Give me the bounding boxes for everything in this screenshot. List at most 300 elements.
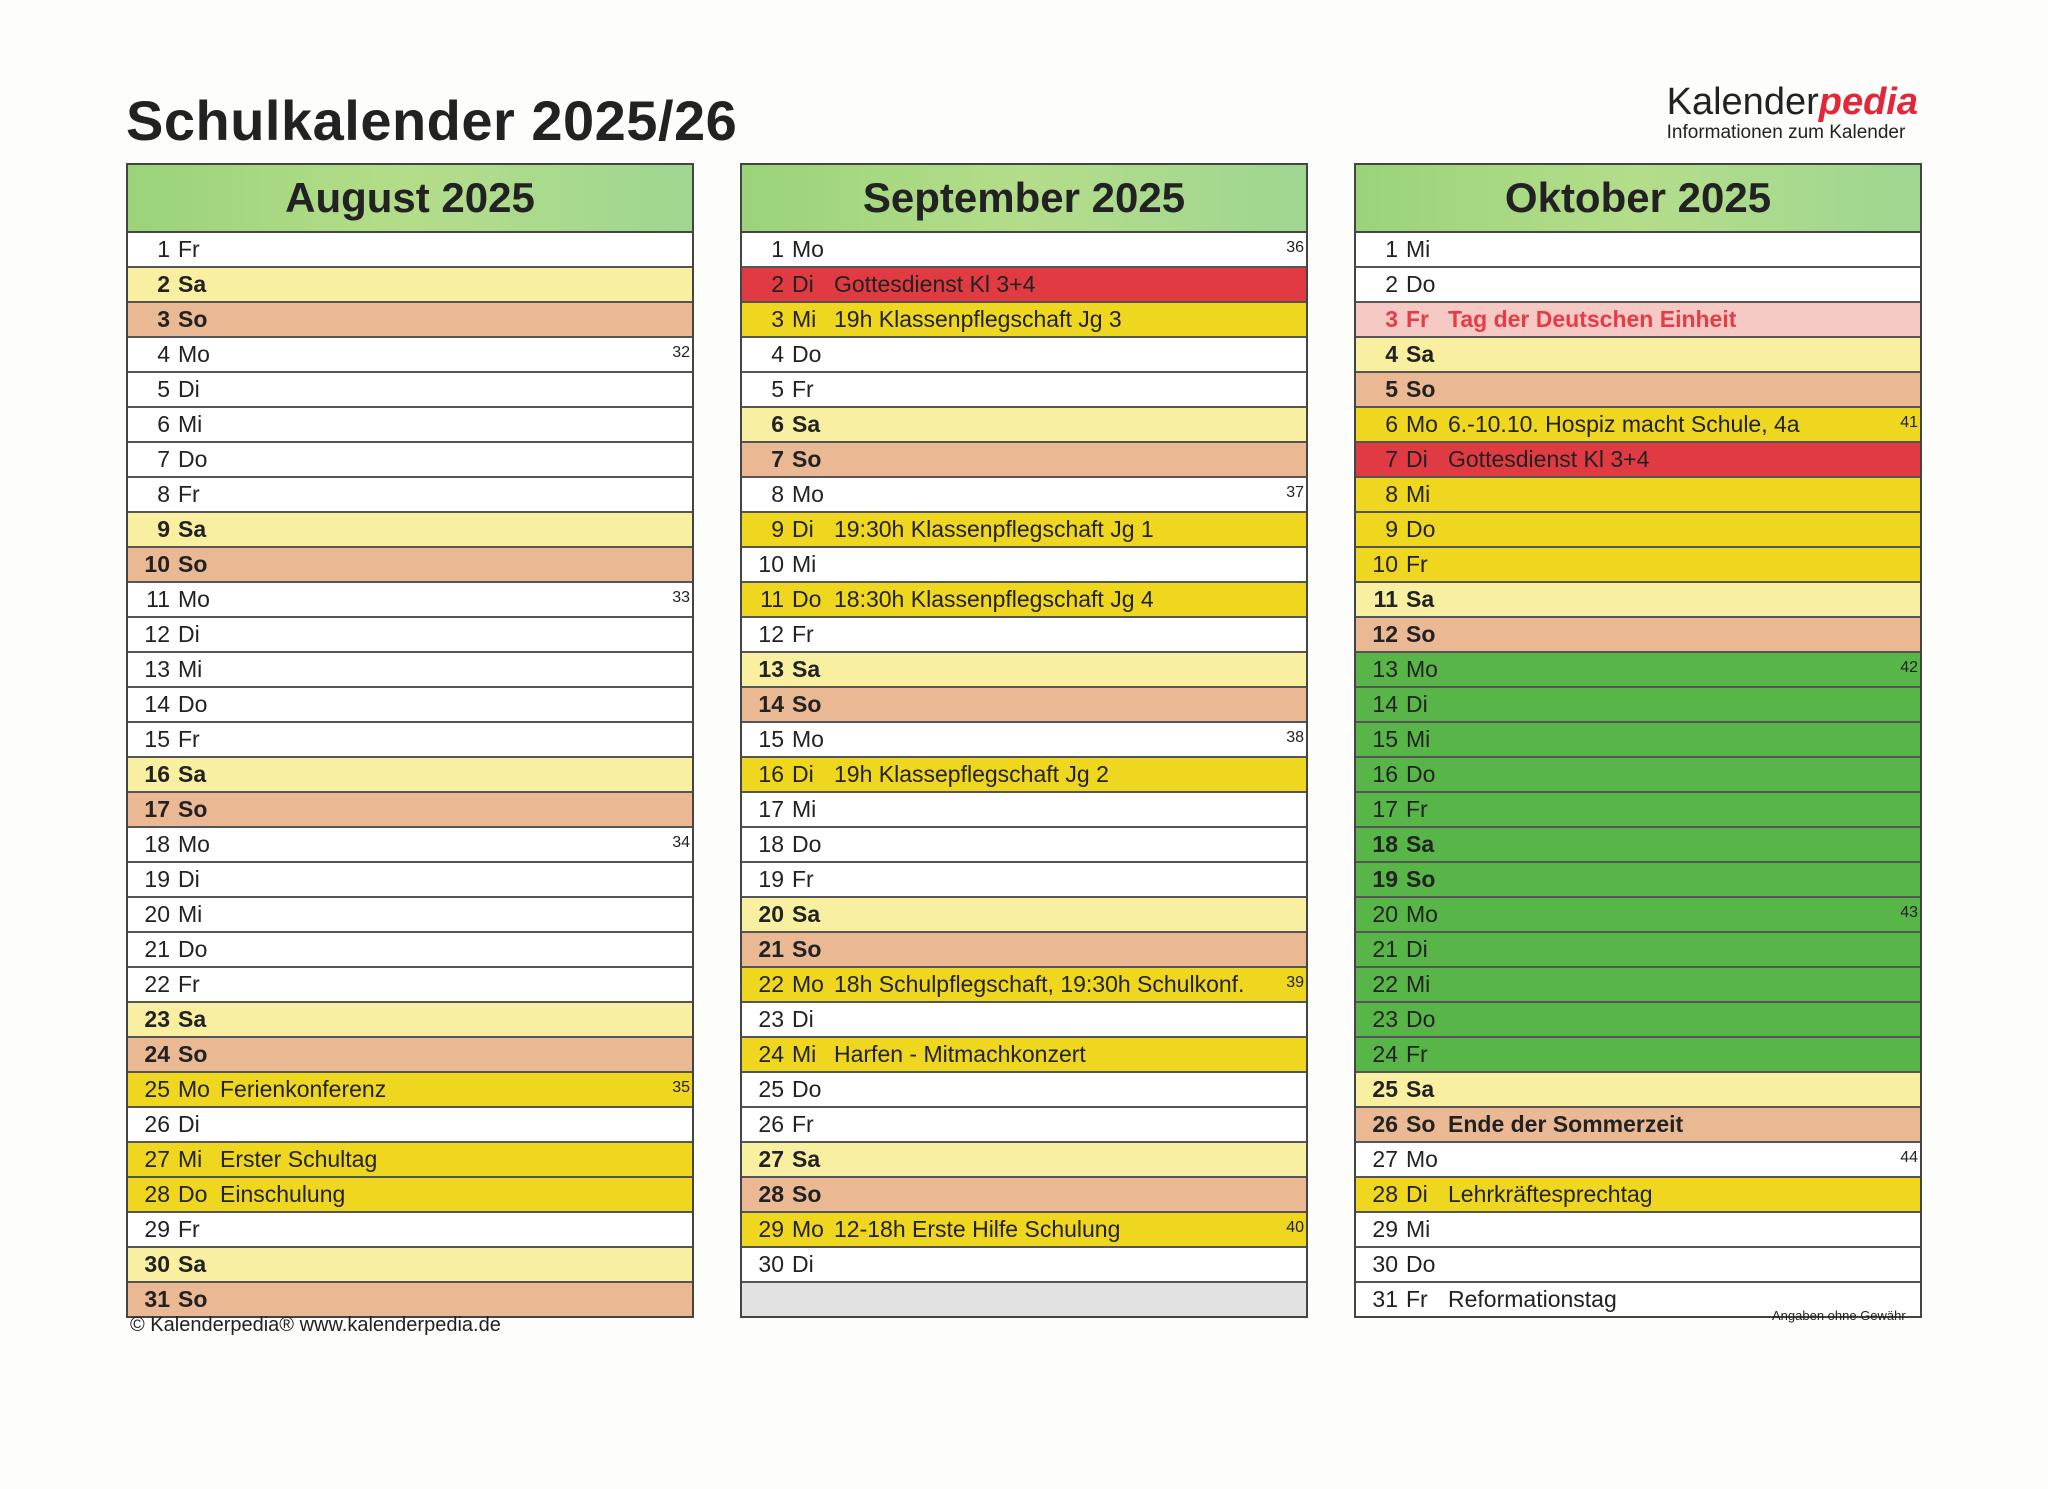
brand-name-accent: pedia <box>1818 81 1918 123</box>
day-weekday: Di <box>792 516 814 542</box>
day-event: Lehrkräftesprechtag <box>1448 1181 1653 1207</box>
day-number: 5 <box>1385 376 1398 402</box>
day-weekday: Di <box>1406 1181 1428 1207</box>
day-weekday: Sa <box>178 761 207 787</box>
day-weekday: Sa <box>178 516 207 542</box>
day-number: 29 <box>144 1216 170 1242</box>
day-weekday: Mi <box>178 901 203 927</box>
day-number: 27 <box>1372 1146 1398 1172</box>
day-number: 30 <box>144 1251 170 1277</box>
day-weekday: Do <box>1406 1251 1436 1277</box>
day-weekday: Do <box>1406 516 1436 542</box>
day-number: 12 <box>1372 621 1398 647</box>
day-row <box>128 758 692 793</box>
day-number: 14 <box>758 691 784 717</box>
day-row <box>1356 233 1920 268</box>
day-weekday: Mi <box>178 656 203 682</box>
day-event: Ferienkonferenz <box>220 1076 387 1102</box>
day-row <box>1356 1143 1920 1178</box>
day-weekday: Mo <box>1406 411 1438 437</box>
day-number: 8 <box>157 481 170 507</box>
day-row <box>128 1038 692 1073</box>
day-number: 11 <box>1373 586 1398 612</box>
day-row <box>1356 1248 1920 1283</box>
day-weekday: Do <box>178 1181 208 1207</box>
day-number: 26 <box>1372 1111 1398 1137</box>
day-row <box>742 688 1306 723</box>
day-row <box>742 653 1306 688</box>
day-row <box>128 268 692 303</box>
day-number: 14 <box>144 691 170 717</box>
day-row <box>128 863 692 898</box>
day-row <box>742 1178 1306 1213</box>
day-weekday: Di <box>1406 691 1428 717</box>
day-weekday: Do <box>792 1076 822 1102</box>
day-number: 19 <box>1372 866 1398 892</box>
day-weekday: So <box>178 796 208 822</box>
day-weekday: Mi <box>1406 1216 1431 1242</box>
day-weekday: So <box>792 1181 822 1207</box>
day-row <box>128 1213 692 1248</box>
day-number: 24 <box>758 1041 784 1067</box>
day-number: 13 <box>144 656 170 682</box>
day-weekday: Fr <box>1406 551 1428 577</box>
day-weekday: Fr <box>178 481 200 507</box>
day-weekday: Di <box>792 1006 814 1032</box>
day-number: 30 <box>758 1251 784 1277</box>
day-row <box>742 408 1306 443</box>
day-row <box>1356 1108 1920 1143</box>
week-number: 34 <box>672 834 690 851</box>
day-weekday: Fr <box>178 236 200 262</box>
day-weekday: Do <box>792 586 822 612</box>
day-number: 25 <box>1372 1076 1398 1102</box>
day-row <box>1356 723 1920 758</box>
day-weekday: So <box>178 306 208 332</box>
day-event: Einschulung <box>220 1181 346 1207</box>
day-weekday: Di <box>178 866 200 892</box>
day-number: 18 <box>144 831 170 857</box>
day-weekday: Mo <box>792 971 824 997</box>
day-weekday: Sa <box>1406 341 1435 367</box>
day-weekday: Mo <box>1406 901 1438 927</box>
day-row <box>1356 1038 1920 1073</box>
day-number: 8 <box>1385 481 1398 507</box>
day-number: 28 <box>1372 1181 1398 1207</box>
day-number: 9 <box>771 516 784 542</box>
day-event: 18h Schulpflegschaft, 19:30h Schulkonf. <box>834 971 1245 997</box>
day-row <box>742 478 1306 513</box>
day-weekday: Mi <box>1406 726 1431 752</box>
day-row <box>1356 933 1920 968</box>
day-weekday: Mo <box>178 586 210 612</box>
month-oktober <box>1354 163 1922 1318</box>
day-row <box>128 653 692 688</box>
day-row <box>128 1248 692 1283</box>
day-weekday: Sa <box>178 1006 207 1032</box>
day-weekday: Sa <box>178 271 207 297</box>
day-row <box>128 898 692 933</box>
day-number: 27 <box>144 1146 170 1172</box>
week-number: 35 <box>672 1079 690 1096</box>
day-row <box>1356 373 1920 408</box>
day-number: 21 <box>758 936 784 962</box>
day-weekday: Sa <box>792 1146 821 1172</box>
day-weekday: So <box>1406 376 1436 402</box>
day-number: 2 <box>771 271 784 297</box>
day-weekday: So <box>178 1041 208 1067</box>
day-weekday: Do <box>178 936 208 962</box>
day-number: 15 <box>758 726 784 752</box>
day-event: Erster Schultag <box>220 1146 378 1172</box>
day-weekday: Fr <box>178 1216 200 1242</box>
day-weekday: Di <box>178 621 200 647</box>
day-row <box>742 443 1306 478</box>
day-event: 18:30h Klassenpflegschaft Jg 4 <box>834 586 1154 612</box>
day-weekday: Fr <box>1406 796 1428 822</box>
day-row <box>1356 408 1920 443</box>
day-row <box>128 548 692 583</box>
day-weekday: Mi <box>1406 971 1431 997</box>
day-row <box>742 863 1306 898</box>
day-number: 3 <box>1385 306 1398 332</box>
day-event: Ende der Sommerzeit <box>1448 1111 1684 1137</box>
day-row <box>128 1178 692 1213</box>
day-number: 7 <box>157 446 170 472</box>
day-row <box>128 408 692 443</box>
day-weekday: Di <box>792 271 814 297</box>
day-row <box>1356 898 1920 933</box>
day-number: 22 <box>144 971 170 997</box>
day-weekday: Do <box>792 831 822 857</box>
day-row <box>742 1038 1306 1073</box>
day-row <box>742 1248 1306 1283</box>
day-row <box>742 1003 1306 1038</box>
day-weekday: So <box>1406 866 1436 892</box>
day-row <box>1356 513 1920 548</box>
week-number: 33 <box>672 589 690 606</box>
day-event: Gottesdienst Kl 3+4 <box>834 271 1036 297</box>
day-event: Harfen - Mitmachkonzert <box>834 1041 1086 1067</box>
day-weekday: Fr <box>792 621 814 647</box>
day-row <box>128 1143 692 1178</box>
week-number: 43 <box>1900 904 1918 921</box>
day-number: 18 <box>1372 831 1398 857</box>
day-weekday: Do <box>178 446 208 472</box>
day-row <box>742 373 1306 408</box>
day-number: 6 <box>1385 411 1398 437</box>
week-number: 38 <box>1286 729 1304 746</box>
day-row <box>742 1108 1306 1143</box>
day-number: 4 <box>771 341 784 367</box>
week-number: 41 <box>1900 414 1918 431</box>
day-number: 16 <box>758 761 784 787</box>
day-weekday: Mi <box>178 1146 203 1172</box>
day-event: 12-18h Erste Hilfe Schulung <box>834 1216 1121 1242</box>
week-number: 42 <box>1900 659 1918 676</box>
day-row <box>1356 1178 1920 1213</box>
day-row <box>128 583 692 618</box>
day-weekday: Sa <box>178 1251 207 1277</box>
day-number: 17 <box>144 796 170 822</box>
day-number: 1 <box>771 236 784 262</box>
day-row <box>1356 758 1920 793</box>
day-number: 26 <box>144 1111 170 1137</box>
day-number: 31 <box>144 1286 170 1312</box>
day-number: 1 <box>1385 236 1398 262</box>
day-number: 24 <box>1372 1041 1398 1067</box>
day-number: 15 <box>1372 726 1398 752</box>
day-event: 6.-10.10. Hospiz macht Schule, 4a <box>1448 411 1800 437</box>
day-number: 16 <box>1372 761 1398 787</box>
day-number: 13 <box>1372 656 1398 682</box>
day-number: 17 <box>1372 796 1398 822</box>
day-row <box>128 1108 692 1143</box>
day-weekday: Sa <box>792 901 821 927</box>
day-row <box>1356 828 1920 863</box>
day-number: 28 <box>144 1181 170 1207</box>
day-weekday: Fr <box>178 726 200 752</box>
day-number: 19 <box>758 866 784 892</box>
day-number: 10 <box>144 551 170 577</box>
day-number: 14 <box>1372 691 1398 717</box>
day-row <box>1356 1003 1920 1038</box>
day-number: 7 <box>1385 446 1398 472</box>
day-number: 21 <box>1372 936 1398 962</box>
day-row <box>128 303 692 338</box>
day-number: 18 <box>758 831 784 857</box>
day-number: 4 <box>157 341 170 367</box>
day-row <box>1356 1073 1920 1108</box>
day-number: 27 <box>758 1146 784 1172</box>
day-event: 19:30h Klassenpflegschaft Jg 1 <box>834 516 1154 542</box>
day-number: 7 <box>771 446 784 472</box>
day-number: 6 <box>157 411 170 437</box>
day-event: Reformationstag <box>1448 1286 1617 1312</box>
day-weekday: Mo <box>1406 656 1438 682</box>
day-row <box>742 1073 1306 1108</box>
day-row <box>1356 548 1920 583</box>
day-weekday: Sa <box>1406 1076 1435 1102</box>
day-number: 12 <box>144 621 170 647</box>
day-weekday: Mi <box>1406 481 1431 507</box>
day-weekday: Di <box>792 761 814 787</box>
day-number: 31 <box>1372 1286 1398 1312</box>
day-weekday: Mi <box>178 411 203 437</box>
day-row <box>742 723 1306 758</box>
day-weekday: Fr <box>1406 1041 1428 1067</box>
day-row <box>128 828 692 863</box>
day-row <box>128 1283 692 1316</box>
day-number: 5 <box>157 376 170 402</box>
brand-name <box>1667 82 1918 122</box>
day-number: 19 <box>144 866 170 892</box>
day-number: 20 <box>144 901 170 927</box>
day-weekday: Di <box>792 1251 814 1277</box>
page-title: Schulkalender 2025/26 <box>126 89 738 152</box>
month-header: September 2025 <box>742 165 1306 233</box>
day-row <box>1356 968 1920 1003</box>
day-number: 11 <box>760 586 784 612</box>
day-number: 26 <box>758 1111 784 1137</box>
day-weekday: So <box>1406 1111 1436 1137</box>
day-weekday: Mi <box>792 796 817 822</box>
day-row <box>742 338 1306 373</box>
day-number: 5 <box>771 376 784 402</box>
day-number: 21 <box>144 936 170 962</box>
week-number: 37 <box>1286 484 1304 501</box>
day-row <box>742 303 1306 338</box>
day-row <box>128 513 692 548</box>
day-weekday: Do <box>1406 1006 1436 1032</box>
day-number: 9 <box>1385 516 1398 542</box>
day-event: Gottesdienst Kl 3+4 <box>1448 446 1650 472</box>
day-weekday: Mo <box>178 341 210 367</box>
day-number: 13 <box>758 656 784 682</box>
day-row <box>1356 863 1920 898</box>
day-weekday: Do <box>792 341 822 367</box>
day-row <box>128 618 692 653</box>
day-row <box>742 758 1306 793</box>
day-event: 19h Klassenpflegschaft Jg 3 <box>834 306 1122 332</box>
day-row <box>128 373 692 408</box>
month-september <box>740 163 1308 1318</box>
day-list <box>1356 233 1920 1316</box>
day-weekday: So <box>178 1286 208 1312</box>
day-number: 24 <box>144 1041 170 1067</box>
week-number: 39 <box>1286 974 1304 991</box>
day-number: 20 <box>1372 901 1398 927</box>
day-row <box>742 513 1306 548</box>
day-number: 23 <box>758 1006 784 1032</box>
day-weekday: Mo <box>792 726 824 752</box>
day-row <box>742 583 1306 618</box>
day-row <box>1356 653 1920 688</box>
week-number: 36 <box>1286 239 1304 256</box>
day-weekday: Do <box>1406 271 1436 297</box>
day-row <box>128 968 692 1003</box>
day-row <box>742 898 1306 933</box>
day-row <box>742 233 1306 268</box>
day-number: 10 <box>758 551 784 577</box>
day-number: 29 <box>758 1216 784 1242</box>
day-list <box>128 233 692 1316</box>
day-number: 1 <box>157 236 170 262</box>
day-row <box>128 233 692 268</box>
day-row <box>1356 583 1920 618</box>
footer-copyright: © Kalenderpedia® www.kalenderpedia.de <box>130 1314 501 1336</box>
day-weekday: Mi <box>792 306 817 332</box>
day-weekday: Di <box>1406 446 1428 472</box>
day-weekday: Sa <box>792 656 821 682</box>
day-row <box>128 1003 692 1038</box>
day-number: 8 <box>771 481 784 507</box>
day-weekday: Di <box>178 1111 200 1137</box>
week-number: 44 <box>1900 1149 1918 1166</box>
day-row <box>742 618 1306 653</box>
day-row <box>128 933 692 968</box>
day-number: 22 <box>1372 971 1398 997</box>
day-list <box>742 233 1306 1316</box>
brand-logo <box>1667 82 1918 144</box>
day-weekday: Do <box>1406 761 1436 787</box>
day-row <box>1356 303 1920 338</box>
day-weekday: Fr <box>1406 1286 1428 1312</box>
day-weekday: Mo <box>1406 1146 1438 1172</box>
day-number: 30 <box>1372 1251 1398 1277</box>
day-number: 25 <box>144 1076 170 1102</box>
day-row <box>1356 443 1920 478</box>
day-weekday: Mo <box>792 236 824 262</box>
day-row <box>742 1213 1306 1248</box>
day-weekday: Fr <box>1406 306 1429 332</box>
day-weekday: Sa <box>1406 831 1435 857</box>
day-weekday: So <box>178 551 208 577</box>
day-number: 2 <box>1385 271 1398 297</box>
day-weekday: Mo <box>178 1076 210 1102</box>
day-row <box>742 793 1306 828</box>
day-number: 22 <box>758 971 784 997</box>
day-row <box>128 723 692 758</box>
day-number: 3 <box>157 306 170 332</box>
day-number: 28 <box>758 1181 784 1207</box>
day-weekday: Mi <box>792 1041 817 1067</box>
day-row <box>1356 478 1920 513</box>
day-row <box>742 828 1306 863</box>
day-number: 25 <box>758 1076 784 1102</box>
day-row <box>128 443 692 478</box>
day-number: 23 <box>1372 1006 1398 1032</box>
day-row <box>128 688 692 723</box>
day-number: 15 <box>144 726 170 752</box>
day-row <box>1356 688 1920 723</box>
day-row <box>128 478 692 513</box>
month-header: Oktober 2025 <box>1356 165 1920 233</box>
brand-name-main: Kalender <box>1666 81 1819 123</box>
day-row <box>1356 793 1920 828</box>
week-number: 40 <box>1286 1219 1304 1236</box>
day-number: 4 <box>1385 341 1398 367</box>
day-row <box>128 793 692 828</box>
month-august <box>126 163 694 1318</box>
day-number: 16 <box>144 761 170 787</box>
day-weekday: Fr <box>792 1111 814 1137</box>
day-event: 19h Klassepflegschaft Jg 2 <box>834 761 1109 787</box>
day-row <box>128 338 692 373</box>
day-number: 20 <box>758 901 784 927</box>
day-row <box>742 968 1306 1003</box>
day-row <box>1356 618 1920 653</box>
day-row <box>742 268 1306 303</box>
day-weekday: Fr <box>792 866 814 892</box>
day-row <box>742 933 1306 968</box>
day-weekday: So <box>792 936 822 962</box>
day-event: Tag der Deutschen Einheit <box>1448 306 1737 332</box>
day-row <box>128 1073 692 1108</box>
day-row <box>742 1283 1306 1316</box>
day-weekday: Fr <box>792 376 814 402</box>
day-weekday: Fr <box>178 971 200 997</box>
day-row <box>1356 268 1920 303</box>
day-weekday: Sa <box>792 411 821 437</box>
day-weekday: Mi <box>792 551 817 577</box>
day-number: 12 <box>758 621 784 647</box>
day-weekday: Mo <box>178 831 210 857</box>
day-weekday: Sa <box>1406 586 1435 612</box>
day-number: 6 <box>771 411 784 437</box>
day-weekday: Mo <box>792 1216 824 1242</box>
day-row <box>1356 1213 1920 1248</box>
